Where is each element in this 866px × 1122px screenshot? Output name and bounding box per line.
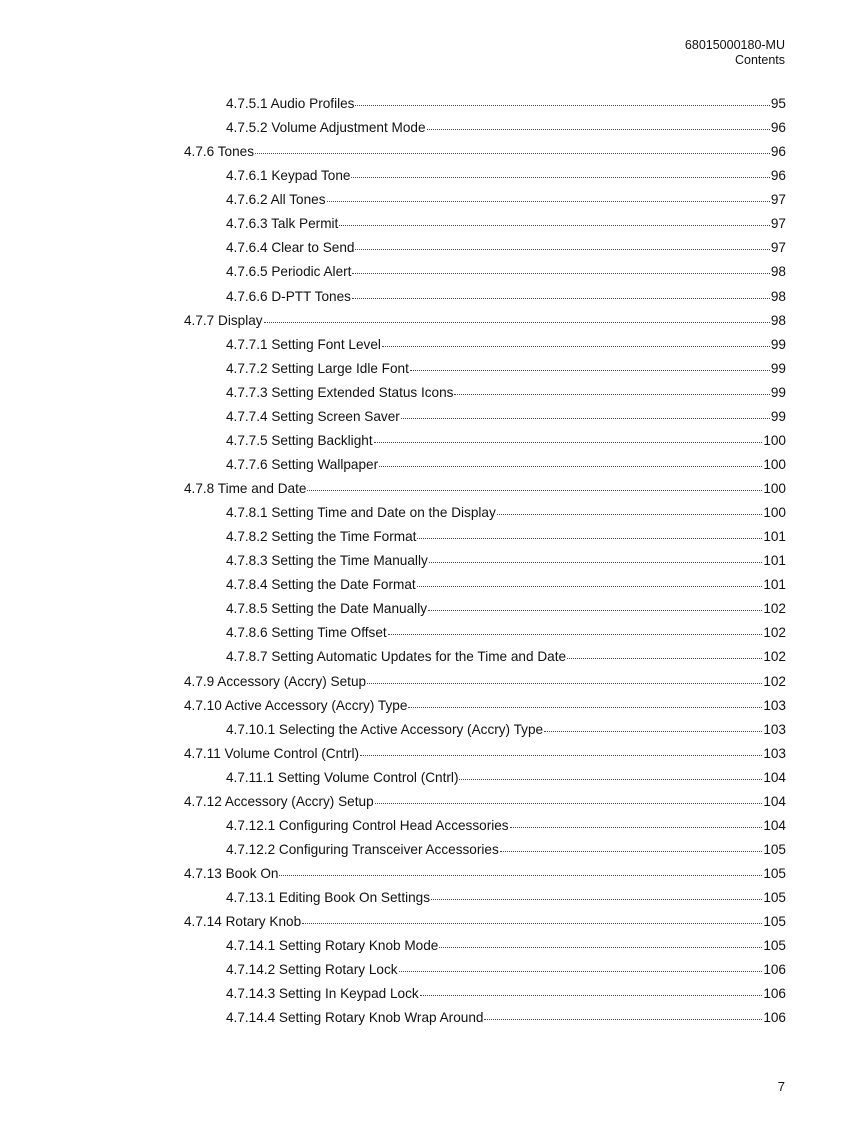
toc-entry-page[interactable]: 99 bbox=[770, 336, 786, 352]
toc-entry[interactable] bbox=[184, 216, 786, 240]
toc-entry-page[interactable]: 97 bbox=[770, 240, 786, 256]
toc-entry-page[interactable]: 97 bbox=[770, 216, 786, 232]
toc-dot-leader bbox=[427, 128, 770, 130]
toc-dot-leader bbox=[439, 946, 762, 948]
toc-entry[interactable] bbox=[184, 529, 786, 553]
toc-entry[interactable] bbox=[184, 433, 786, 457]
toc-entry-page[interactable]: 105 bbox=[763, 866, 786, 881]
toc-entry[interactable] bbox=[184, 240, 786, 264]
toc-dot-leader bbox=[401, 417, 770, 419]
toc-entry-page[interactable]: 105 bbox=[763, 841, 786, 857]
toc-entry-page[interactable]: 101 bbox=[763, 553, 786, 569]
toc-dot-leader bbox=[420, 994, 763, 996]
toc-entry[interactable] bbox=[184, 577, 786, 601]
toc-entry-page[interactable]: 102 bbox=[763, 625, 786, 641]
toc-entry-title[interactable]: 4.7.11 Volume Control (Cntrl) bbox=[184, 745, 360, 761]
toc-dot-leader bbox=[360, 754, 762, 756]
toc-entry-page[interactable]: 105 bbox=[763, 938, 786, 954]
toc-entry[interactable] bbox=[184, 144, 786, 168]
toc-entry-title[interactable]: 4.7.8.4 Setting the Date Format bbox=[226, 577, 416, 593]
toc-entry-page[interactable]: 100 bbox=[763, 456, 786, 472]
toc-entry[interactable] bbox=[184, 698, 786, 722]
toc-entry-page[interactable]: 101 bbox=[763, 577, 786, 593]
toc-entry[interactable] bbox=[184, 192, 786, 216]
toc-entry-title[interactable]: 4.7.10 Active Accessory (Accry) Type bbox=[184, 697, 408, 713]
toc-entry-page[interactable]: 100 bbox=[763, 481, 786, 496]
toc-entry-title[interactable]: 4.7.7.5 Setting Backlight bbox=[226, 432, 373, 448]
toc-entry-page[interactable]: 99 bbox=[770, 384, 786, 400]
toc-entry-title[interactable]: 4.7.7.1 Setting Font Level bbox=[226, 336, 381, 352]
toc-dot-leader bbox=[374, 441, 763, 443]
toc-dot-leader bbox=[417, 537, 762, 539]
toc-entry[interactable] bbox=[184, 337, 786, 361]
toc-entry[interactable] bbox=[184, 674, 786, 698]
toc-entry-page[interactable]: 106 bbox=[763, 962, 786, 978]
toc-entry-title[interactable]: 4.7.6.4 Clear to Send bbox=[226, 240, 355, 256]
toc-entry-title[interactable]: 4.7.5.2 Volume Adjustment Mode bbox=[226, 120, 426, 136]
toc-entry-title[interactable]: 4.7.8.3 Setting the Time Manually bbox=[226, 553, 428, 569]
toc-dot-leader bbox=[367, 682, 762, 684]
toc-entry[interactable] bbox=[184, 890, 786, 914]
toc-entry[interactable] bbox=[184, 986, 786, 1010]
toc-entry-title[interactable]: 4.7.6.2 All Tones bbox=[226, 192, 326, 208]
toc-entry-page[interactable]: 96 bbox=[770, 168, 786, 184]
toc-dot-leader bbox=[375, 802, 763, 804]
toc-entry-page[interactable]: 98 bbox=[770, 312, 786, 328]
toc-entry[interactable] bbox=[184, 553, 786, 577]
toc-entry[interactable] bbox=[184, 505, 786, 529]
toc-entry-title[interactable]: 4.7.12.1 Configuring Control Head Accessories bbox=[226, 817, 509, 833]
toc-entry[interactable] bbox=[184, 361, 786, 385]
toc-entry-page[interactable]: 98 bbox=[770, 264, 786, 280]
toc-dot-leader bbox=[510, 826, 763, 828]
toc-entry-title[interactable]: 4.7.6.3 Talk Permit bbox=[226, 216, 339, 232]
toc-entry-title[interactable]: 4.7.13.1 Editing Book On Settings bbox=[226, 890, 431, 906]
toc-entry-page[interactable]: 106 bbox=[763, 1010, 786, 1026]
toc-entry[interactable] bbox=[184, 818, 786, 842]
toc-dot-leader bbox=[484, 1018, 762, 1020]
toc-dot-leader bbox=[351, 176, 769, 178]
toc-entry[interactable] bbox=[184, 770, 786, 794]
toc-dot-leader bbox=[417, 585, 763, 587]
toc-entry-title[interactable]: 4.7.8.2 Setting the Time Format bbox=[226, 529, 417, 545]
toc-dot-leader bbox=[327, 200, 770, 202]
toc-entry[interactable] bbox=[184, 96, 786, 120]
toc-entry-title[interactable]: 4.7.12 Accessory (Accry) Setup bbox=[184, 793, 374, 809]
page-header bbox=[685, 38, 785, 68]
toc-entry[interactable] bbox=[184, 938, 786, 962]
toc-dot-leader bbox=[399, 970, 763, 972]
toc-entry-page[interactable]: 95 bbox=[770, 96, 786, 111]
toc-dot-leader bbox=[352, 272, 769, 274]
toc-entry-page[interactable]: 96 bbox=[770, 120, 786, 136]
toc-entry[interactable] bbox=[184, 914, 786, 938]
toc-entry[interactable] bbox=[184, 649, 786, 673]
toc-entry-title[interactable]: 4.7.8.6 Setting Time Offset bbox=[226, 625, 387, 641]
toc-entry[interactable] bbox=[184, 264, 786, 288]
section-name: Contents bbox=[734, 53, 785, 67]
toc-entry[interactable] bbox=[184, 722, 786, 746]
toc-entry[interactable] bbox=[184, 842, 786, 866]
toc-entry[interactable] bbox=[184, 625, 786, 649]
toc-entry[interactable] bbox=[184, 746, 786, 770]
toc-entry-page[interactable]: 100 bbox=[763, 505, 786, 521]
toc-entry-page[interactable]: 101 bbox=[763, 529, 786, 545]
toc-entry-title[interactable]: 4.7.12.2 Configuring Transceiver Accessories bbox=[226, 841, 499, 857]
toc-dot-leader bbox=[264, 321, 770, 323]
toc-entry-page[interactable]: 102 bbox=[763, 673, 786, 689]
toc-dot-leader bbox=[355, 248, 769, 250]
toc-entry[interactable] bbox=[184, 168, 786, 192]
toc-dot-leader bbox=[302, 922, 762, 924]
toc-dot-leader bbox=[410, 369, 770, 371]
toc-dot-leader bbox=[454, 393, 769, 395]
toc-entry[interactable] bbox=[184, 481, 786, 505]
toc-dot-leader bbox=[428, 609, 762, 611]
toc-entry-title[interactable]: 4.7.8.5 Setting the Date Manually bbox=[226, 601, 428, 617]
toc-entry-title[interactable]: 4.7.10.1 Selecting the Active Accessory (Accry) Type bbox=[226, 721, 544, 737]
toc-dot-leader bbox=[429, 561, 763, 563]
toc-entry-title[interactable]: 4.7.14.4 Setting Rotary Knob Wrap Around bbox=[226, 1010, 484, 1026]
toc-entry-page[interactable]: 105 bbox=[763, 890, 786, 906]
document-number: 68015000180-MU bbox=[684, 38, 785, 52]
toc-entry-title[interactable]: 4.7.7.3 Setting Extended Status Icons bbox=[226, 384, 454, 400]
toc-entry-title[interactable]: 4.7.14.3 Setting In Keypad Lock bbox=[226, 986, 419, 1002]
toc-entry-title[interactable]: 4.7.6.6 D-PTT Tones bbox=[226, 288, 351, 304]
toc-dot-leader bbox=[379, 465, 762, 467]
toc-dot-leader bbox=[459, 778, 762, 780]
toc-dot-leader bbox=[355, 104, 769, 106]
toc-dot-leader bbox=[567, 657, 762, 659]
toc-dot-leader bbox=[388, 633, 763, 635]
toc-entry-title[interactable]: 4.7.7.2 Setting Large Idle Font bbox=[226, 360, 409, 376]
toc-entry-title[interactable]: 4.7.5.1 Audio Profiles bbox=[226, 96, 355, 111]
toc-entry-page[interactable]: 103 bbox=[763, 745, 786, 761]
toc-entry-title[interactable]: 4.7.6.1 Keypad Tone bbox=[226, 168, 351, 184]
toc-entry[interactable] bbox=[184, 409, 786, 433]
toc-entry-page[interactable]: 98 bbox=[770, 288, 786, 304]
toc-entry[interactable] bbox=[184, 313, 786, 337]
toc-entry[interactable] bbox=[184, 289, 786, 313]
toc-entry-page[interactable]: 104 bbox=[763, 769, 786, 785]
toc-dot-leader bbox=[382, 345, 770, 347]
toc-entry-page[interactable]: 102 bbox=[763, 649, 786, 665]
toc-entry[interactable] bbox=[184, 601, 786, 625]
toc-entry[interactable] bbox=[184, 120, 786, 144]
toc-dot-leader bbox=[307, 489, 762, 491]
toc-dot-leader bbox=[408, 706, 762, 708]
toc-entry[interactable] bbox=[184, 457, 786, 481]
toc-entry-title[interactable]: 4.7.6.5 Periodic Alert bbox=[226, 264, 352, 280]
toc-entry-page[interactable]: 104 bbox=[763, 793, 786, 809]
toc-dot-leader bbox=[279, 874, 762, 876]
toc-entry-title[interactable]: 4.7.11.1 Setting Volume Control (Cntrl) bbox=[226, 769, 459, 785]
toc-entry-page[interactable]: 97 bbox=[770, 192, 786, 208]
toc-entry-page[interactable]: 102 bbox=[763, 601, 786, 617]
toc-dot-leader bbox=[339, 224, 770, 226]
toc-entry-page[interactable]: 106 bbox=[763, 986, 786, 1002]
toc-dot-leader bbox=[431, 898, 762, 900]
toc-entry-title[interactable]: 4.7.6 Tones bbox=[184, 144, 255, 160]
toc-entry-title[interactable]: 4.7.8 Time and Date bbox=[184, 481, 307, 496]
toc-entry-page[interactable]: 99 bbox=[770, 408, 786, 424]
toc-dot-leader bbox=[255, 152, 770, 154]
toc-dot-leader bbox=[544, 730, 762, 732]
toc-entry-title[interactable]: 4.7.8.1 Setting Time and Date on the Display bbox=[226, 505, 496, 521]
toc-entry-page[interactable]: 96 bbox=[770, 144, 786, 160]
toc-entry-title[interactable]: 4.7.14.1 Setting Rotary Knob Mode bbox=[226, 938, 439, 954]
toc-entry-title[interactable]: 4.7.7.4 Setting Screen Saver bbox=[226, 408, 400, 424]
toc-entry[interactable] bbox=[184, 1010, 786, 1034]
toc-dot-leader bbox=[352, 297, 770, 299]
toc-entry-title[interactable]: 4.7.8.7 Setting Automatic Updates for the Time and Date bbox=[226, 649, 567, 665]
toc-dot-leader bbox=[500, 850, 763, 852]
toc-entry-title[interactable]: 4.7.9 Accessory (Accry) Setup bbox=[184, 673, 367, 689]
table-of-contents bbox=[184, 96, 786, 1034]
toc-entry-page[interactable]: 104 bbox=[763, 817, 786, 833]
toc-entry-title[interactable]: 4.7.7.6 Setting Wallpaper bbox=[226, 456, 379, 472]
toc-entry-page[interactable]: 99 bbox=[770, 360, 786, 376]
toc-entry-title[interactable]: 4.7.13 Book On bbox=[184, 866, 279, 881]
toc-entry-title[interactable]: 4.7.14 Rotary Knob bbox=[184, 914, 302, 930]
page-number: 7 bbox=[777, 1079, 785, 1094]
toc-entry[interactable] bbox=[184, 866, 786, 890]
toc-entry-page[interactable]: 103 bbox=[763, 721, 786, 737]
toc-entry[interactable] bbox=[184, 385, 786, 409]
toc-entry[interactable] bbox=[184, 794, 786, 818]
toc-dot-leader bbox=[497, 513, 763, 515]
toc-entry-page[interactable]: 105 bbox=[763, 914, 786, 930]
toc-entry-page[interactable]: 100 bbox=[763, 432, 786, 448]
toc-entry-title[interactable]: 4.7.7 Display bbox=[184, 312, 263, 328]
toc-entry[interactable] bbox=[184, 962, 786, 986]
toc-entry-title[interactable]: 4.7.14.2 Setting Rotary Lock bbox=[226, 962, 398, 978]
toc-entry-page[interactable]: 103 bbox=[763, 697, 786, 713]
